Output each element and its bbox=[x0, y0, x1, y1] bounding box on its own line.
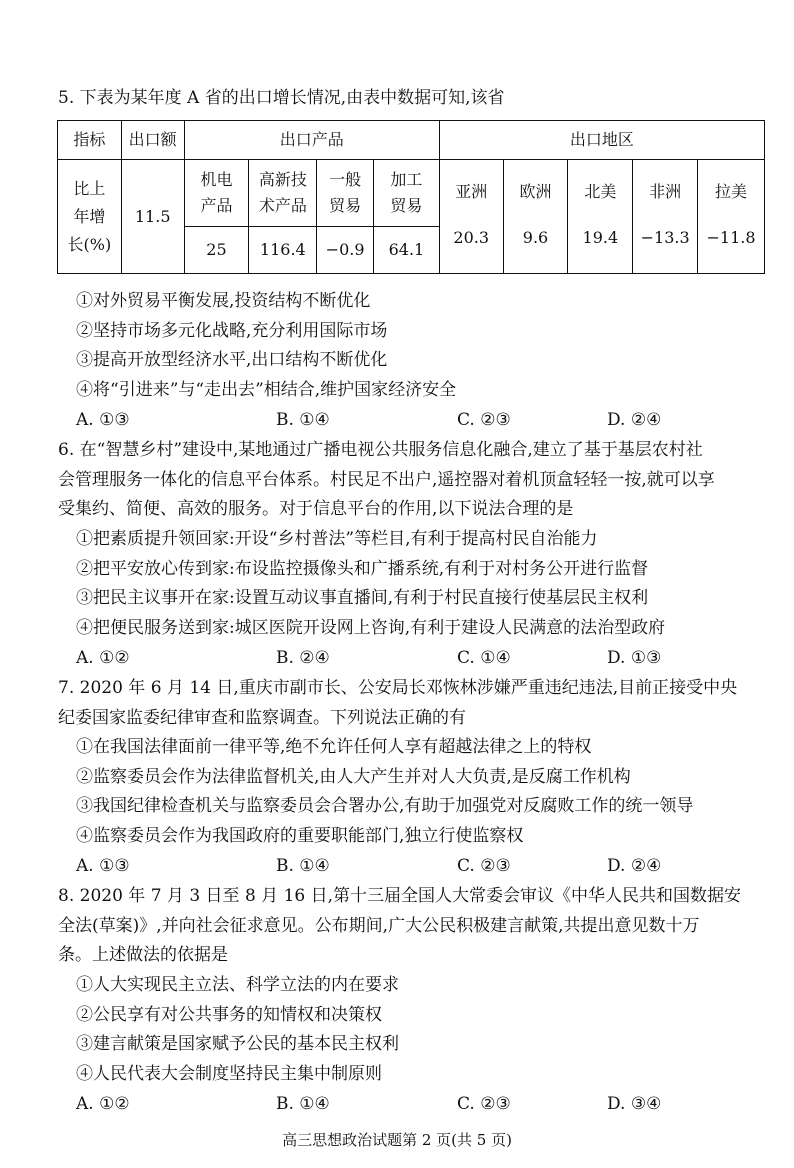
q8-option-3: ③建言献策是国家赋予公民的基本民主权利 bbox=[76, 1034, 399, 1054]
product-label: 机电产品 bbox=[184, 160, 249, 226]
q7-choice-c: C. ②③ bbox=[457, 856, 511, 876]
q8-choice-d: D. ③④ bbox=[607, 1094, 662, 1114]
q6-stem-line: 会管理服务一体化的信息平台体系。村民足不出户,遥控器对着机顶盒轻轻一按,就可以享 bbox=[58, 470, 715, 490]
q6-option-4: ④把便民服务送到家:城区医院开设网上咨询,有利于建设人民满意的法治型政府 bbox=[76, 618, 666, 638]
q6-stem-line: 受集约、简便、高效的服务。对于信息平台的作用,以下说法合理的是 bbox=[58, 499, 574, 519]
q7-stem-line: 7. 2020 年 6 月 14 日,重庆市副市长、公安局长邓恢林涉嫌严重违纪违法,目前正接受中央 bbox=[58, 678, 738, 698]
q7-option-4: ④监察委员会作为我国政府的重要职能部门,独立行使监察权 bbox=[76, 826, 524, 846]
q7-option-3: ③我国纪律检查机关与监察委员会合署办公,有助于加强党对反腐败工作的统一领导 bbox=[76, 796, 694, 816]
q7-choice-b: B. ①④ bbox=[276, 856, 330, 876]
q5-table bbox=[57, 120, 765, 274]
q8-stem-line: 8. 2020 年 7 月 3 日至 8 月 16 日,第十三届全国人大常委会审议《中华人民共和国数据安 bbox=[58, 886, 742, 906]
q6-choice-a: A. ①② bbox=[76, 648, 130, 668]
product-value: −0.9 bbox=[317, 226, 374, 273]
q8-choice-a: A. ①② bbox=[76, 1094, 130, 1114]
product-value: 64.1 bbox=[373, 226, 439, 273]
q5-choice-b: B. ①④ bbox=[276, 410, 330, 430]
product-value: 25 bbox=[184, 226, 249, 273]
q7-stem-line: 纪委国家监委纪律审查和监察调查。下列说法正确的有 bbox=[58, 708, 466, 728]
region-label: 北美 bbox=[584, 182, 617, 202]
q6-option-3: ③把民主议事开在家:设置互动议事直播间,有利于村民直接行使基层民主权利 bbox=[76, 588, 649, 608]
product-label: 高新技术产品 bbox=[249, 160, 317, 226]
q5-option-1: ①对外贸易平衡发展,投资结构不断优化 bbox=[76, 291, 371, 311]
page-footer: 高三思想政治试题第 2 页(共 5 页) bbox=[282, 1131, 512, 1149]
q8-option-2: ②公民享有对公共事务的知情权和决策权 bbox=[76, 1005, 382, 1025]
q8-option-4: ④人民代表大会制度坚持民主集中制原则 bbox=[76, 1064, 382, 1084]
q8-choice-b: B. ①④ bbox=[276, 1094, 330, 1114]
export-value: 11.5 bbox=[121, 160, 184, 274]
region-cell bbox=[698, 160, 765, 274]
region-label: 拉美 bbox=[715, 182, 748, 202]
product-label: 加工贸易 bbox=[373, 160, 439, 226]
q7-choice-d: D. ②④ bbox=[607, 856, 662, 876]
header-regions: 出口地区 bbox=[439, 121, 764, 160]
q5-choice-c: C. ②③ bbox=[457, 410, 511, 430]
q8-option-1: ①人大实现民主立法、科学立法的内在要求 bbox=[76, 975, 399, 995]
q6-choice-d: D. ①③ bbox=[607, 648, 662, 668]
region-cell bbox=[503, 160, 568, 274]
q8-stem-line: 条。上述做法的依据是 bbox=[58, 945, 228, 965]
q6-option-1: ①把素质提升领回家:开设“乡村普法”等栏目,有利于提高村民自治能力 bbox=[76, 529, 598, 549]
region-label: 欧洲 bbox=[519, 182, 552, 202]
region-label: 亚洲 bbox=[455, 182, 488, 202]
region-cell bbox=[439, 160, 503, 274]
q5-choice-a: A. ①③ bbox=[76, 410, 130, 430]
region-value: 19.4 bbox=[582, 228, 619, 248]
q6-stem-line: 6. 在“智慧乡村”建设中,某地通过广播电视公共服务信息化融合,建立了基于基层农村社 bbox=[58, 440, 703, 460]
region-cell bbox=[633, 160, 698, 274]
q6-option-2: ②把平安放心传到家:布设监控摄像头和广播系统,有利于对村务公开进行监督 bbox=[76, 559, 649, 579]
header-products: 出口产品 bbox=[184, 121, 439, 160]
product-label: 一般贸易 bbox=[317, 160, 374, 226]
region-cell bbox=[568, 160, 633, 274]
q5-option-3: ③提高开放型经济水平,出口结构不断优化 bbox=[76, 350, 388, 370]
region-value: 20.3 bbox=[453, 228, 490, 248]
region-label: 非洲 bbox=[649, 182, 682, 202]
q6-choice-b: B. ②④ bbox=[276, 648, 330, 668]
q6-choice-c: C. ①④ bbox=[457, 648, 511, 668]
region-value: −13.3 bbox=[640, 228, 690, 248]
q5-choice-d: D. ②④ bbox=[607, 410, 662, 430]
q7-option-2: ②监察委员会作为法律监督机关,由人大产生并对人大负责,是反腐工作机构 bbox=[76, 767, 631, 787]
q5-stem: 5. 下表为某年度 A 省的出口增长情况,由表中数据可知,该省 bbox=[58, 88, 505, 108]
q7-option-1: ①在我国法律面前一律平等,绝不允许任何人享有超越法律之上的特权 bbox=[76, 737, 592, 757]
q8-choice-c: C. ②③ bbox=[457, 1094, 511, 1114]
q7-choice-a: A. ①③ bbox=[76, 856, 130, 876]
row-label: 比上年增长(%) bbox=[58, 160, 122, 274]
header-export: 出口额 bbox=[121, 121, 184, 160]
header-indicator: 指标 bbox=[58, 121, 122, 160]
region-value: −11.8 bbox=[706, 228, 756, 248]
region-value: 9.6 bbox=[522, 228, 549, 248]
q8-stem-line: 全法(草案)》,并向社会征求意见。公布期间,广大公民积极建言献策,共提出意见数十万 bbox=[58, 916, 700, 936]
q5-option-2: ②坚持市场多元化战略,充分利用国际市场 bbox=[76, 321, 388, 341]
product-value: 116.4 bbox=[249, 226, 317, 273]
q5-option-4: ④将“引进来”与“走出去”相结合,维护国家经济安全 bbox=[76, 380, 457, 400]
